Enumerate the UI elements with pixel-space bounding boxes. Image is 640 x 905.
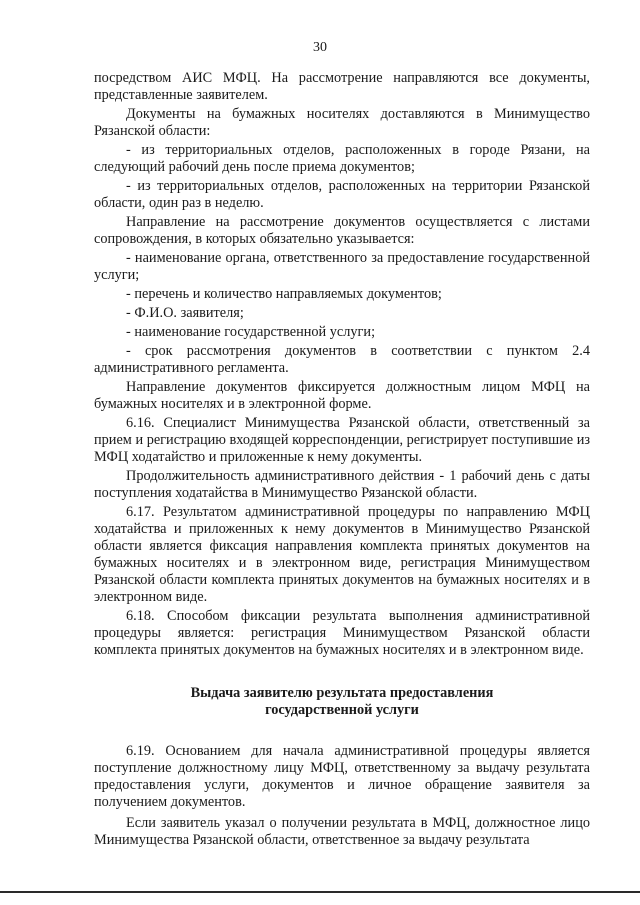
list-item: - перечень и количество направляемых документов; (126, 286, 442, 302)
list-item: - Ф.И.О. заявителя; (126, 305, 244, 321)
bottom-rule (0, 891, 640, 893)
paragraph-6-18: 6.18. Способом фиксации результата выполнения административной процедуры является: регистрация Минимуществом Рязанской области комплекта принятых документов на бумажных носителях и в электронном виде. (94, 608, 590, 658)
list-item: - наименование органа, ответственного за предоставление государственной услуги; (94, 250, 590, 283)
paragraph: Если заявитель указал о получении результата в МФЦ, должностное лицо Минимущества Рязанской области, ответственное за выдачу результата (94, 815, 590, 848)
page-number: 30 (313, 40, 327, 55)
list-item: - срок рассмотрения документов в соответствии с пунктом 2.4 административного регламента. (94, 343, 590, 376)
paragraph: Продолжительность административного действия - 1 рабочий день с даты поступления ходатайства в Минимущество Рязанской области. (94, 468, 590, 501)
heading-line: Выдача заявителю результата предоставления (190, 685, 494, 701)
paragraph: Направление на рассмотрение документов осуществляется с листами сопровождения, в которых обязательно указывается: (94, 214, 590, 247)
paragraph-6-16: 6.16. Специалист Минимущества Рязанской области, ответственный за прием и регистрацию входящей корреспонденции, регистрирует поступившие из МФЦ ходатайство и приложенные к нему документы. (94, 415, 590, 465)
list-item: - из территориальных отделов, расположенных в городе Рязани, на следующий рабочий день после приема документов; (94, 142, 590, 175)
paragraph: Документы на бумажных носителях доставляются в Минимущество Рязанской области: (94, 106, 590, 139)
heading-line: государственной услуги (265, 702, 419, 718)
paragraph: Направление документов фиксируется должностным лицом МФЦ на бумажных носителях и в электронной форме. (94, 379, 590, 412)
paragraph: посредством АИС МФЦ. На рассмотрение направляются все документы, представленные заявителем. (94, 70, 590, 103)
section-heading (94, 685, 590, 719)
paragraph-6-17: 6.17. Результатом административной процедуры по направлению МФЦ ходатайства и приложенных к нему документов в Минимущество Рязанской области является фиксация направления комплекта принятых документов на бумажных носителях и в электронном виде, регистрация Минимуществом Рязанской области комплекта принятых документов на бумажных носителях и в электронном виде. (94, 504, 590, 605)
paragraph-6-19: 6.19. Основанием для начала административной процедуры является поступление должностному лицу МФЦ, ответственному за выдачу результата предоставления услуги, документов и личное обращение заявителя за получением документов. (94, 743, 590, 810)
document-body (94, 70, 590, 849)
list-item: - наименование государственной услуги; (126, 324, 376, 340)
list-item: - из территориальных отделов, расположенных на территории Рязанской области, один раз в неделю. (94, 178, 590, 211)
